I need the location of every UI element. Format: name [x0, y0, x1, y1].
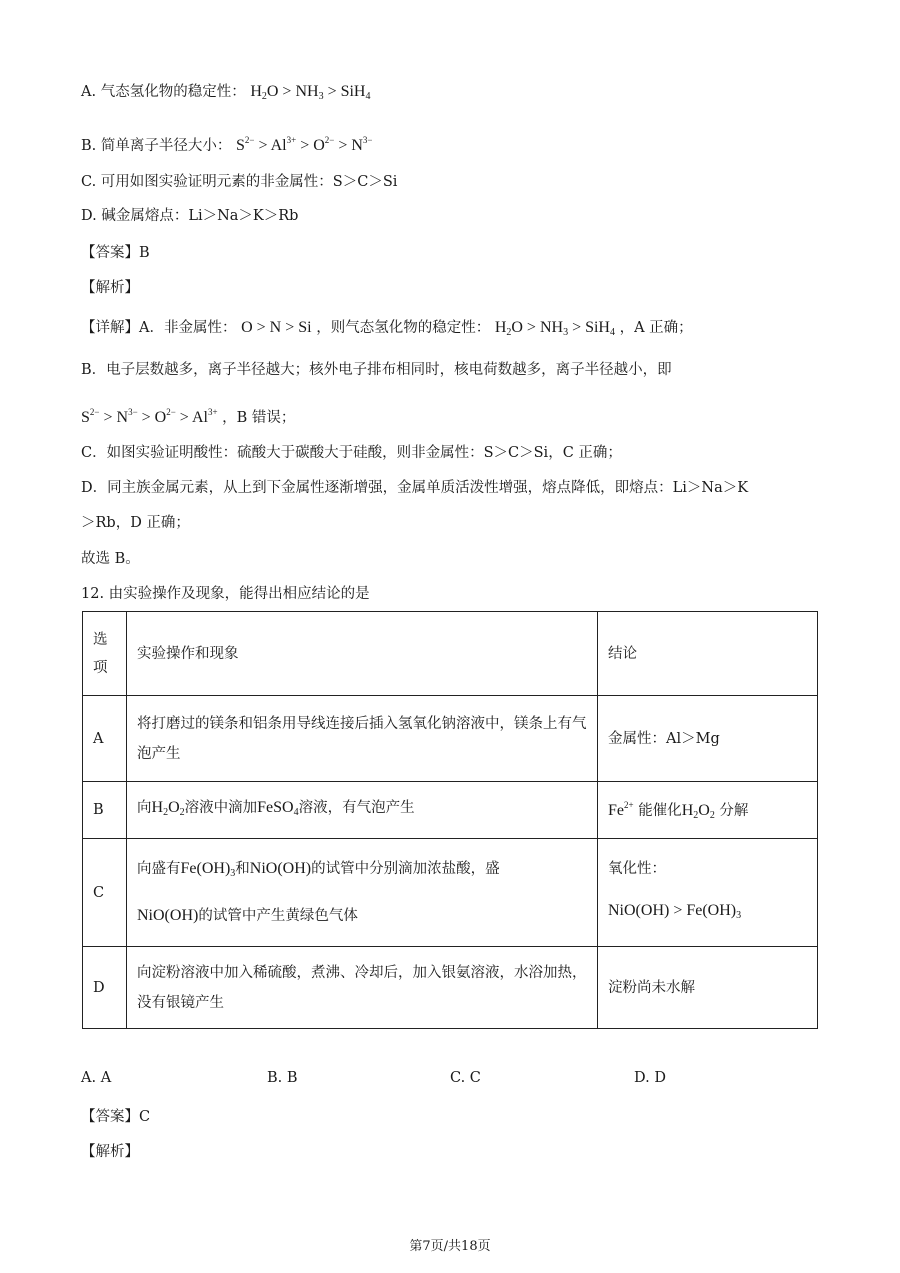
row-conclusion: $Fe^{2+}$ 能催化$H_2O_2$ 分解 — [598, 782, 818, 839]
formula: $Fe^{2+}$ — [608, 799, 634, 819]
table-row — [83, 696, 818, 782]
row-operation: 向$H_2O_2$溶液中滴加FeSO$_4$溶液，有气泡产生 — [127, 782, 598, 839]
choice-a: A. A — [81, 1070, 112, 1086]
choice-c: C. C — [450, 1070, 481, 1086]
row-conclusion: 氧化性： $NiO(OH) > Fe(OH)_3$ — [598, 839, 818, 947]
row-key: A — [83, 696, 127, 782]
q11-option-c: C. 可用如图实验证明元素的非金属性：S＞C＞Si — [81, 174, 398, 190]
choice-d: D. D — [634, 1070, 666, 1086]
formula: $Fe(OH)_3$ — [180, 860, 236, 879]
q12-stem: 12. 由实验操作及现象，能得出相应结论的是 — [81, 586, 370, 602]
row-operation: 向淀粉溶液中加入稀硫酸，煮沸、冷却后，加入银氨溶液，水浴加热，没有银镜产生 — [127, 947, 598, 1029]
q11-detail-d-line1: D．同主族金属元素，从上到下金属性逐渐增强，金属单质活泼性增强，熔点降低，即熔点：Li＞Na＞K — [81, 480, 749, 496]
row-conclusion: 淀粉尚未水解 — [598, 947, 818, 1029]
q11-detail-d-line2: ＞Rb，D 正确； — [81, 515, 190, 531]
table-row — [83, 839, 818, 947]
q11-answer: 【答案】B — [81, 245, 150, 261]
row-conclusion: 金属性：Al＞Mg — [598, 696, 818, 782]
formula: FeSO$_4$ — [257, 798, 299, 818]
row-key: C — [83, 839, 127, 947]
row-key: D — [83, 947, 127, 1029]
q11-detail-a: 【详解】A．非金属性： O > N > Si ，则气态氢化物的稳定性： $H_2O > NH_3 > SiH_4$ ，A 正确； — [81, 319, 693, 338]
table-row — [83, 947, 818, 1029]
q12-analysis-label: 【解析】 — [81, 1144, 139, 1160]
formula: $H_2O > NH_3 > SiH_4$ — [250, 83, 371, 102]
formula: $NiO(OH) > Fe(OH)_3$ — [608, 902, 742, 921]
row-operation: 将打磨过的镁条和铝条用导线连接后插入氢氧化钠溶液中，镁条上有气泡产生 — [127, 696, 598, 782]
formula: $H_2O > NH_3 > SiH_4$ — [494, 319, 615, 338]
formula: $S^{2-} > N^{3-} > O^{2-} > Al^{3+}$ — [81, 407, 218, 426]
q12-answer: 【答案】C — [81, 1109, 151, 1125]
formula: $H_2O_2$ — [151, 798, 185, 818]
q11-detail-c: C．如图实验证明酸性：硫酸大于碳酸大于硅酸，则非金属性：S＞C＞Si，C 正确； — [81, 445, 622, 461]
formula: NiO(OH) — [137, 907, 199, 924]
q11-conclusion: 故选 B。 — [81, 551, 140, 567]
table-header-row — [83, 612, 818, 696]
q11-detail-b-line2: $S^{2-} > N^{3-} > O^{2-} > Al^{3+}$ ，B 错误； — [81, 407, 296, 426]
q11-option-a: A. 气态氢化物的稳定性： $H_2O > NH_3 > SiH_4$ — [81, 83, 371, 102]
formula: $H_2O_2$ — [681, 801, 715, 821]
q11-detail-b-line1: B．电子层数越多，离子半径越大；核外电子排布相同时，核电荷数越多，离子半径越小，即 — [81, 362, 672, 378]
q11-analysis-label: 【解析】 — [81, 280, 139, 296]
header-option: 选项 — [83, 612, 127, 696]
header-conclusion: 结论 — [598, 612, 818, 696]
q11-option-d: D. 碱金属熔点：Li＞Na＞K＞Rb — [81, 208, 299, 224]
formula: NiO(OH) — [249, 860, 312, 877]
q12-table — [82, 611, 818, 1029]
page-number: 第7页/共18页 — [409, 1239, 491, 1254]
formula: $S^{2-} > Al^{3+} > O^{2-} > N^{3-}$ — [235, 135, 373, 154]
header-operation: 实验操作和现象 — [127, 612, 598, 696]
row-key: B — [83, 782, 127, 839]
formula: O > N > Si — [241, 319, 312, 336]
choice-b: B. B — [267, 1070, 298, 1086]
q11-option-b: B. 简单离子半径大小： $S^{2-} > Al^{3+} > O^{2-} > N^{3-}$ — [81, 135, 373, 154]
table-row — [83, 782, 818, 839]
row-operation: 向盛有$Fe(OH)_3$和NiO(OH)的试管中分别滴加浓盐酸，盛 NiO(OH)的试管中产生黄绿色气体 — [127, 839, 598, 947]
